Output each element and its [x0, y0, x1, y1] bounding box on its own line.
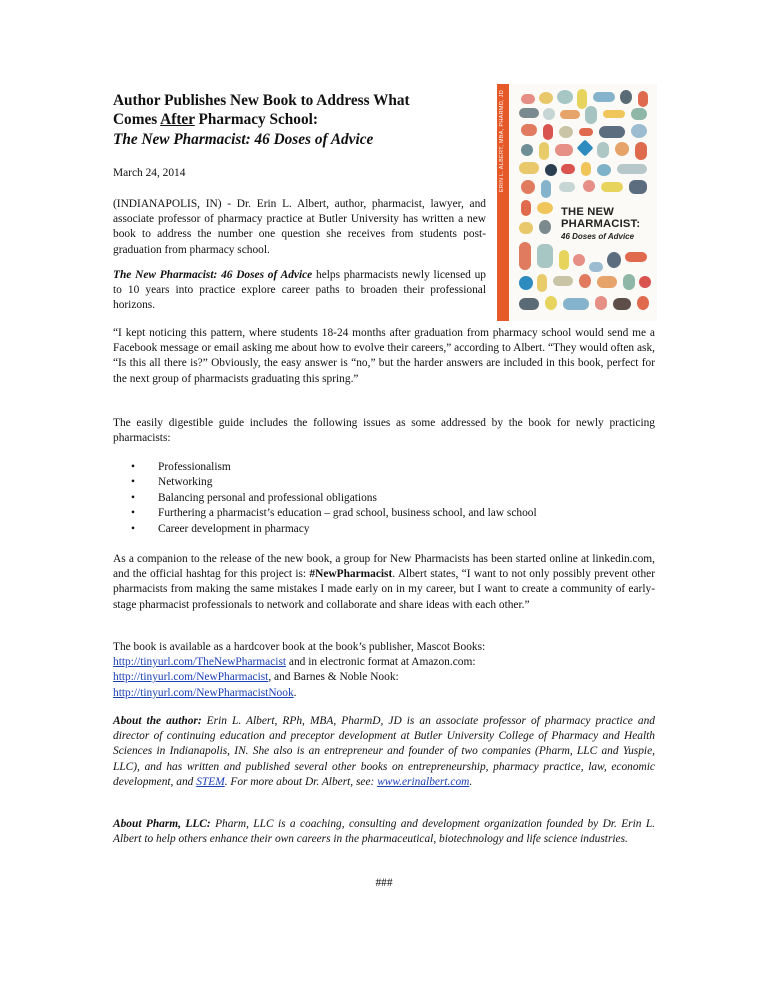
pill-icon [539, 92, 553, 104]
pill-icon [519, 222, 533, 234]
cover-title-line2: PHARMACIST: [561, 217, 641, 230]
hashtag: #NewPharmacist [309, 568, 393, 581]
pill-icon [539, 220, 551, 234]
list-item: • Balancing personal and professional obligations [113, 491, 655, 506]
about-pharm-text: Pharm, LLC is a coaching, consulting and development organization founded by Dr. Erin L. Albert to help others enhance their own careers in the pharmaceutical, biotechnology and life science industries. [113, 818, 655, 846]
pill-icon [521, 180, 535, 194]
quote-paragraph: “I kept noticing this pattern, where students 18-24 months after graduation from pharmacy school would send me a Facebook message or email asking me about how to evolve their careers,” according to Albert. “They would often ask, “Is this all there is?” Obviously, the easy answer is “no,” but the harder answers are included in this book, perfect for the next group of pharmacists graduating this spring.” [113, 327, 655, 385]
pill-icon [637, 296, 649, 310]
pill-icon [545, 296, 557, 310]
pill-icon [617, 164, 647, 174]
pill-icon [577, 89, 587, 109]
pill-icon [521, 144, 533, 156]
pill-icon [537, 244, 553, 268]
pill-icon [563, 298, 589, 310]
book-summary-paragraph [113, 268, 486, 314]
book-summary-text: helps pharmacists newly licensed up to 10 years into practice explore career paths to broaden their professional horizons. [113, 269, 486, 312]
pill-icon [579, 128, 593, 136]
nook-text: , and Barnes & Noble Nook: [268, 671, 399, 684]
about-pharm-paragraph [113, 817, 655, 847]
about-author-more: . For more about Dr. Albert, see: [224, 775, 378, 788]
headline [113, 91, 483, 149]
pill-icon [597, 276, 617, 288]
period: . [293, 686, 297, 699]
pill-icon [561, 164, 575, 174]
pill-icon [593, 92, 615, 102]
headline-line2-post: Pharmacy School: [194, 111, 318, 129]
issues-list [113, 460, 655, 537]
amazon-text: and in electronic format at Amazon.com: [286, 656, 476, 669]
cover-title [561, 207, 640, 230]
pill-icon [631, 108, 647, 120]
about-author-paragraph [113, 714, 655, 790]
list-item: • Professionalism [113, 460, 655, 475]
about-author-text: Erin L. Albert, RPh, MBA, PharmD, JD is an associate professor of pharmacy practice and director of continuing education and preceptor development at Butler University College of Pharmacy and Health Sciences in Indianapolis, IN. She also is an entrepreneur and founder of two companies (Pharm, LLC and Yuspie, LLC), and has written and published several other books on entrepreneurship, pharmacy practice, law, economic development, and [113, 715, 655, 788]
stem-link[interactable]: STEM [196, 775, 225, 788]
pill-icon [559, 182, 575, 192]
pill-icon [595, 296, 607, 310]
spine-author: ERIN L. ALBERT, MBA, PHARMD, JD [499, 90, 505, 193]
cover-subtitle: 46 Doses of Advice [561, 232, 635, 241]
headline-after: After [160, 111, 195, 129]
pill-icon [521, 124, 537, 136]
pill-icon [553, 276, 573, 286]
intro-paragraph: (INDIANAPOLIS, IN) - Dr. Erin L. Albert, author, pharmacist, lawyer, and associate professor of pharmacy practice at Butler University has written a new book to address the number one question she receives from students post-graduation from pharmacy school. [113, 198, 486, 256]
pill-icon [541, 180, 551, 198]
pill-icon [519, 242, 531, 270]
companion-quote: . Albert states, “I want to not only possibly prevent other pharmacists from making the same mistakes I made early on in my career, but I want to create a community of early-stage pharmacist professionals to network and collaborate and share ideas with each other.” [113, 568, 655, 611]
availability-text: The book is available as a hardcover book at the book’s publisher, Mascot Books: [113, 641, 486, 653]
list-item: • Career development in pharmacy [113, 522, 655, 537]
pill-icon [559, 126, 573, 138]
pill-icon [519, 162, 539, 174]
pill-icon [559, 250, 569, 270]
pill-icon [521, 200, 531, 216]
about-pharm-label: About Pharm, LLC: [113, 818, 211, 830]
pill-icon [560, 110, 580, 119]
book-title-inline: The New Pharmacist: 46 Doses of Advice [113, 269, 313, 281]
pill-icon [638, 91, 648, 107]
period: . [469, 775, 473, 788]
guide-intro: The easily digestible guide includes the following issues as some addressed by the book for newly practicing pharmacists: [113, 417, 655, 445]
headline-line1: Author Publishes New Book to Address What [113, 92, 410, 109]
pill-icon [579, 274, 591, 288]
companion-text: As a companion to the release of the new book, a group for New Pharmacists has been started online at linkedin.com, and the official hashtag for this project is: [113, 553, 655, 581]
pill-icon [629, 180, 647, 194]
pill-icon [597, 164, 611, 176]
pill-icon [601, 182, 623, 192]
pill-icon [620, 90, 632, 104]
pill-icon [631, 124, 647, 138]
pill-icon [537, 202, 553, 214]
pill-icon [557, 90, 573, 104]
pill-icon [537, 274, 547, 292]
pill-icon [583, 180, 595, 192]
about-author-label: About the author: [113, 715, 202, 727]
pill-icon [519, 298, 539, 310]
pill-icon [585, 106, 597, 124]
headline-line2-pre: Comes [113, 111, 161, 129]
list-item: • Networking [113, 475, 655, 490]
pill-icon [519, 276, 533, 290]
pill-icon [589, 262, 603, 272]
pill-icon [539, 142, 549, 160]
book-spine [497, 84, 509, 321]
pill-icon [555, 144, 573, 156]
availability-paragraph [113, 640, 655, 701]
pill-icon [613, 298, 631, 310]
publisher-link[interactable]: http://tinyurl.com/TheNewPharmacist [113, 656, 287, 669]
pill-icon [625, 252, 647, 262]
pill-icon [581, 162, 591, 176]
website-link[interactable]: www.erinalbert.com [377, 775, 470, 788]
pill-icon [623, 274, 635, 290]
pill-icon [573, 254, 585, 266]
pill-icon [599, 126, 625, 138]
pill-icon [615, 142, 629, 156]
end-mark: ### [375, 877, 393, 889]
pill-icon [543, 108, 555, 120]
cover-title-line1: THE NEW [561, 206, 614, 218]
pill-icon [577, 140, 594, 157]
pill-icon [521, 94, 535, 104]
pill-icon [639, 276, 651, 288]
pill-icon [545, 164, 557, 176]
pill-icon [635, 142, 647, 160]
pill-icon [519, 108, 539, 118]
pill-icon [597, 142, 609, 158]
nook-link[interactable]: http://tinyurl.com/NewPharmacistNook [113, 686, 294, 699]
pill-icon [603, 110, 625, 118]
companion-paragraph [113, 552, 655, 613]
headline-book-title: The New Pharmacist: 46 Doses of Advice [113, 130, 374, 148]
book-cover-image [497, 84, 657, 321]
release-date: March 24, 2014 [113, 167, 186, 179]
amazon-link[interactable]: http://tinyurl.com/NewPharmacist [113, 671, 269, 684]
pill-icon [607, 252, 621, 268]
list-item: • Furthering a pharmacist’s education – grad school, business school, and law school [113, 506, 655, 521]
pill-icon [543, 124, 553, 140]
